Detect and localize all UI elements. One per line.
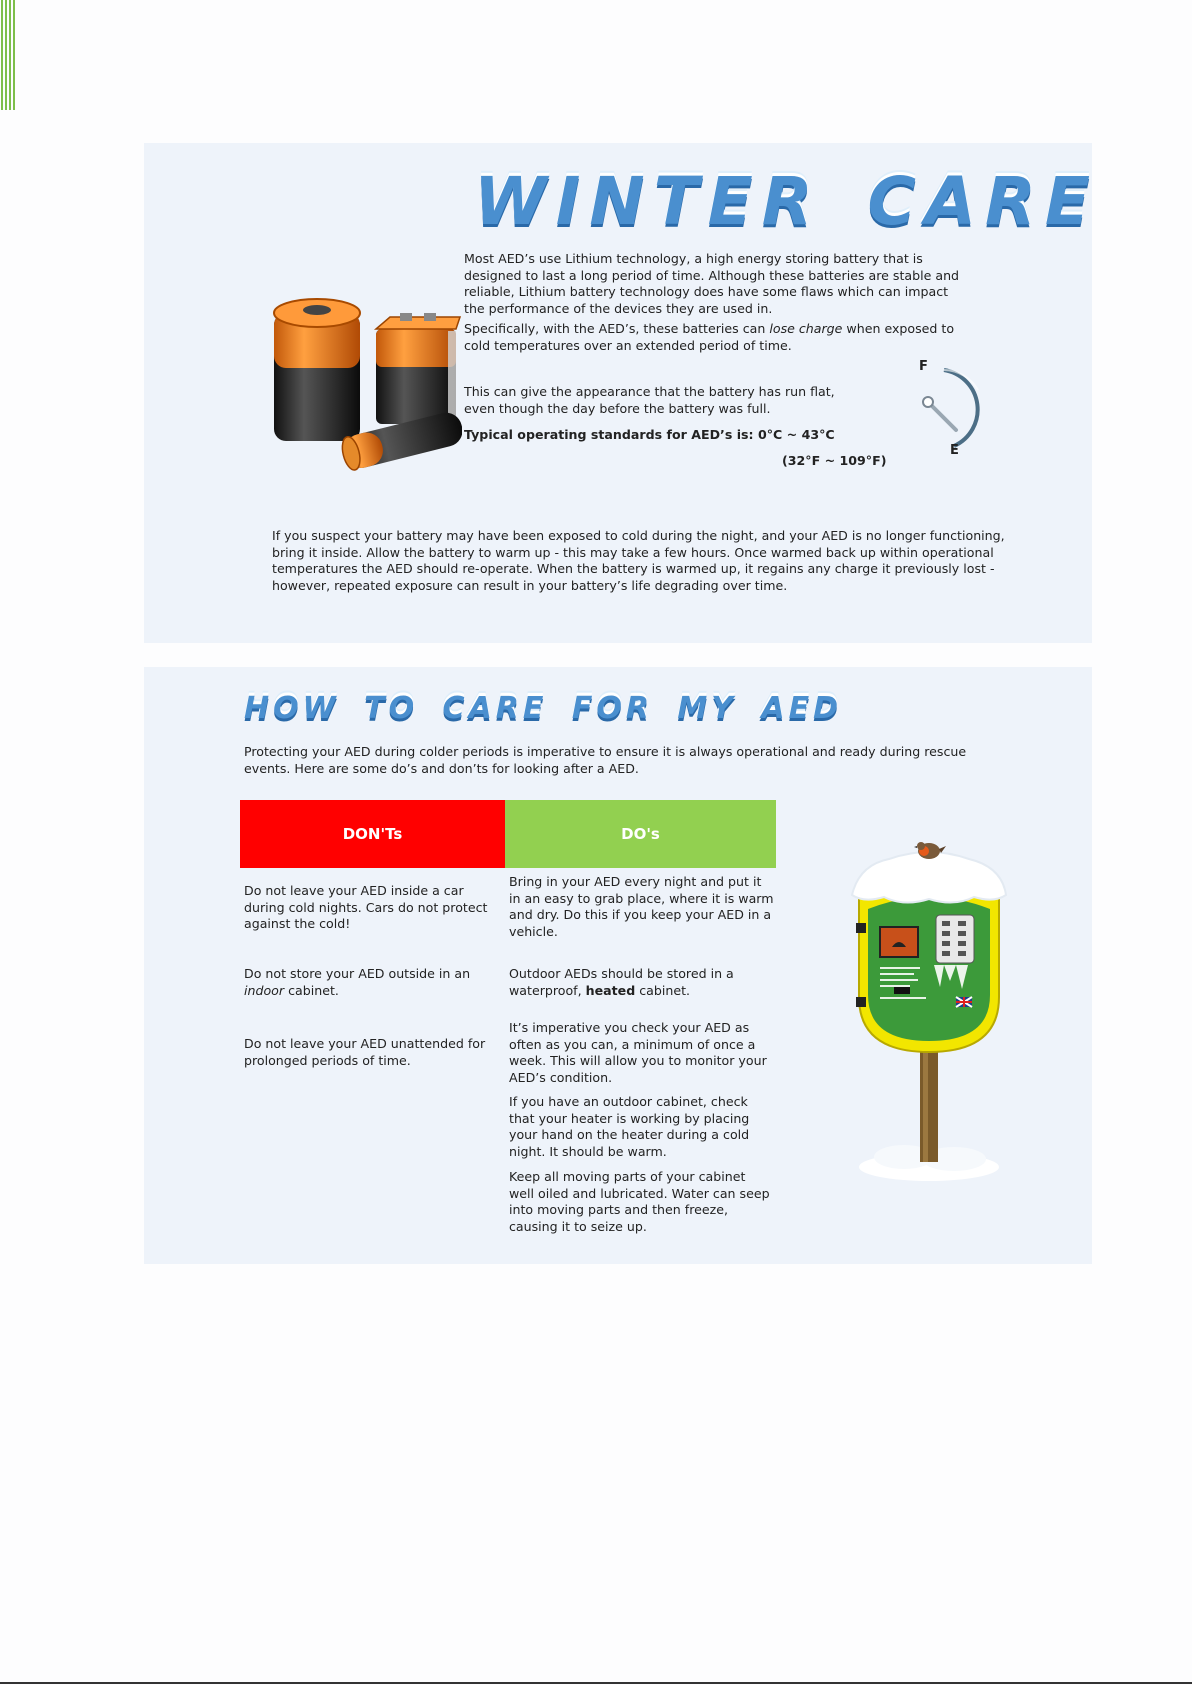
do-item-heated-cabinet: Outdoor AEDs should be stored in a waterproof, heated cabinet.	[509, 966, 734, 998]
do-item-check-weekly: It’s imperative you check your AED as often as you can, a minimum of once a week. This will allow you to monitor your AED’s condition.	[509, 1020, 767, 1085]
how-to-care-title: HOW TO CARE FOR MY AED	[244, 691, 843, 726]
dos-header: DO's	[505, 800, 776, 868]
operating-standards-celsius: Typical operating standards for AED’s is: 0°C ~ 43°C	[464, 427, 835, 442]
operating-standards-fahrenheit: (32°F ~ 109°F)	[782, 453, 887, 468]
dont-item-unattended: Do not leave your AED unattended for prolonged periods of time.	[244, 1036, 486, 1068]
warm-up-paragraph: If you suspect your battery may have been exposed to cold during the night, and your AED is no longer functioning, bring it inside. Allow the battery to warm up - this may take a few hours. Once warmed back up within operational temperatures the AED should re-operate. When the battery is warmed up, it regains any charge it previously lost - however, repeated exposure can result in your battery’s life degrading over time.	[272, 528, 1005, 593]
donts-header: DON'Ts	[240, 800, 505, 868]
winter-care-panel	[144, 143, 1099, 643]
dont-item-car: Do not leave your AED inside a car during cold nights. Cars do not protect against the cold!	[244, 883, 488, 931]
aed-cabinet-illustration	[844, 837, 1014, 1187]
do-item-check-heater: If you have an outdoor cabinet, check that your heater is working by placing your hand on the heater during a cold night. It should be warm.	[509, 1094, 750, 1159]
dont-item-indoor-cabinet: Do not store your AED outside in an indoor cabinet.	[244, 966, 471, 998]
batteries-illustration	[272, 273, 462, 473]
gauge-empty-label: E	[950, 443, 959, 458]
intro-paragraph: Protecting your AED during colder periods is imperative to ensure it is always operational and ready during rescue events. Here are some do’s and don’ts for looking after a AED.	[244, 744, 967, 776]
page-bottom-rule	[0, 1682, 1192, 1684]
winter-care-title: WINTER CARE	[474, 163, 1099, 240]
gauge-full-label: F	[919, 359, 928, 374]
do-item-bring-in: Bring in your AED every night and put it in an easy to grab place, where it is warm and dry. Do this if you keep your AED in a vehicle.	[509, 874, 774, 939]
run-flat-paragraph: This can give the appearance that the battery has run flat, even though the day before the battery was full.	[464, 384, 835, 416]
how-to-care-panel	[144, 667, 1092, 1264]
lithium-paragraph: Most AED’s use Lithium technology, a high energy storing battery that is designed to last a long period of time. Although these batteries are stable and reliable, Lithium battery technology does have some flaws which can impact the performance of the devices they are used in.	[464, 251, 960, 316]
corner-decoration	[0, 0, 16, 110]
do-item-lubricate: Keep all moving parts of your cabinet well oiled and lubricated. Water can seep into moving parts and then freeze, causing it to seize up.	[509, 1169, 770, 1234]
lose-charge-paragraph: Specifically, with the AED’s, these batteries can lose charge when exposed to cold temperatures over an extended period of time.	[464, 321, 955, 353]
